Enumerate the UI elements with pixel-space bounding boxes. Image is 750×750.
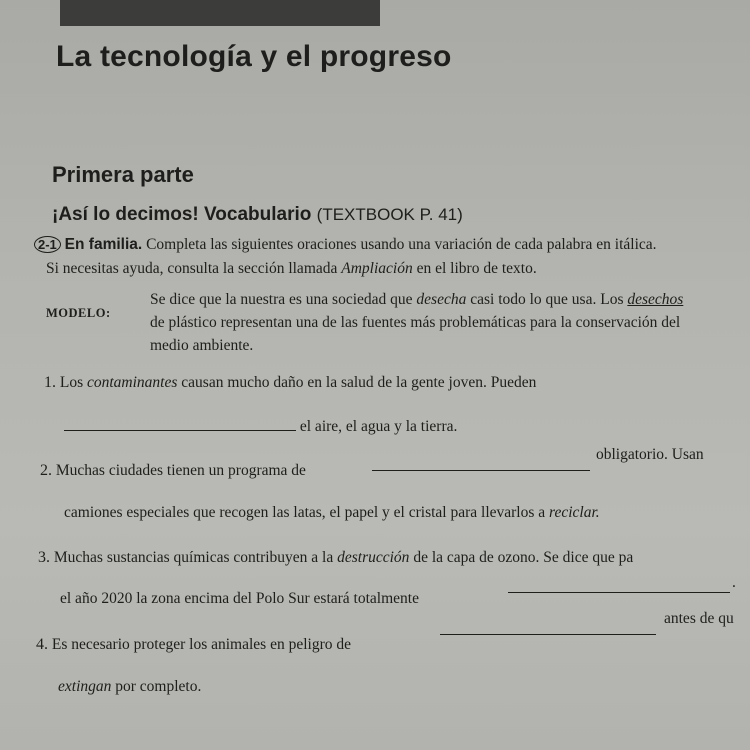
exercise-title: En familia.	[64, 236, 143, 253]
item-text-end: por completo.	[111, 678, 202, 695]
modelo-text: Se dice que la nuestra es una sociedad que	[150, 291, 417, 308]
modelo-label: MODELO:	[46, 306, 111, 320]
photo-dark-strip	[60, 0, 380, 26]
item-text-end: causan mucho daño en la salud de la gente joven. Pueden	[177, 374, 537, 391]
modelo-line-2: de plástico representan una de las fuentes más problemáticas para la conservación del	[150, 314, 681, 331]
item-number: 4.	[36, 636, 48, 653]
item-text: Muchas ciudades tienen un programa de	[55, 462, 306, 479]
item-italic-term: destrucción	[337, 549, 410, 566]
item-text: camiones especiales que recogen las latas, el papel y el cristal para llevarlos a	[64, 504, 550, 521]
item-4-line-1	[36, 636, 351, 654]
item-italic-term: reciclar.	[549, 504, 600, 521]
item-2-line-1	[40, 462, 306, 480]
exercise-instruction-line-1	[34, 236, 657, 254]
answer-blank-4[interactable]	[440, 622, 656, 634]
modelo-line-3: medio ambiente.	[150, 337, 254, 354]
item-4-line-2	[58, 678, 201, 696]
instruction-text-end: en el libro de texto.	[412, 260, 537, 277]
item-3-period: .	[732, 574, 736, 591]
section-heading	[52, 204, 463, 226]
instruction-italic-term: Ampliación	[341, 260, 413, 277]
modelo-underlined-term: desechos	[627, 291, 684, 308]
item-italic-term: contaminantes	[87, 374, 178, 391]
item-number: 3.	[38, 549, 50, 566]
item-1-line-1	[44, 374, 536, 392]
item-text: el aire, el agua y la tierra.	[299, 418, 458, 435]
textbook-reference: (TEXTBOOK P. 41)	[316, 205, 463, 224]
exercise-instruction-text: Completa las siguientes oraciones usando una variación de cada palabra en itálica.	[146, 236, 657, 253]
item-3-line-1	[38, 549, 633, 567]
item-text: Los	[59, 374, 87, 391]
answer-blank-2[interactable]	[372, 458, 590, 470]
item-number: 1.	[44, 374, 56, 391]
chapter-title: La tecnología y el progreso	[56, 40, 452, 73]
item-number: 2.	[40, 462, 52, 479]
item-text: Es necesario proteger los animales en peligro de	[51, 636, 351, 653]
instruction-text: Si necesitas ayuda, consulta la sección llamada	[46, 260, 342, 277]
item-italic-term: extingan	[58, 678, 112, 695]
item-4-line-1-end: antes de qu	[664, 610, 734, 627]
answer-blank-1[interactable]	[64, 430, 296, 431]
item-2-line-2	[64, 504, 600, 522]
exercise-instruction-line-2	[46, 260, 537, 278]
item-3-line-2: el año 2020 la zona encima del Polo Sur estará totalmente	[60, 590, 419, 607]
modelo-text-mid: casi todo lo que usa. Los	[466, 291, 628, 308]
part-title: Primera parte	[52, 162, 194, 187]
exercise-number-badge: 2-1	[34, 236, 61, 253]
answer-blank-3[interactable]	[508, 580, 730, 592]
item-text: Muchas sustancias químicas contribuyen a la	[53, 549, 338, 566]
item-2-line-1-end: obligatorio. Usan	[596, 446, 704, 463]
item-text-end: de la capa de ozono. Se dice que pa	[409, 549, 634, 566]
modelo-line-1	[150, 291, 683, 309]
section-title: ¡Así lo decimos! Vocabulario	[52, 204, 312, 225]
modelo-italic-term: desecha	[416, 291, 467, 308]
item-1-line-2	[64, 418, 457, 436]
